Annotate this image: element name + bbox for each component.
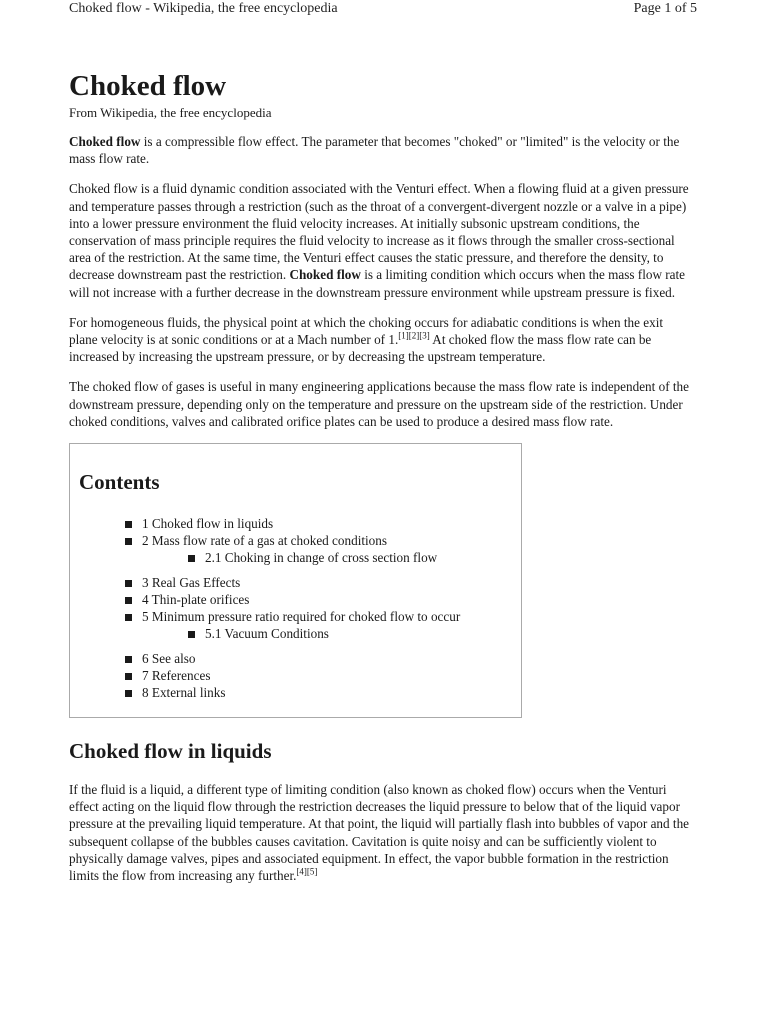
bold-term: Choked flow [289,267,361,283]
toc-link[interactable]: 4 Thin-plate orifices [142,592,250,608]
toc-item[interactable] [125,591,460,608]
gases-paragraph: The choked flow of gases is useful in many engineering applications because the mass flow rate is independent of the downstream pressure, depending only on the temperature and pressure on the upstream side of the restriction. Under choked conditions, valves and calibrated orifice plates can be used to produce a desired mass flow rate. [69,379,689,429]
bullet-icon [125,614,132,621]
intro-paragraph [69,133,694,167]
toc-link[interactable]: 8 External links [142,685,226,701]
paragraph-text: is a compressible flow effect. The parameter that becomes "choked" or "limited" is the velocity or the mass flow rate. [69,134,680,167]
toc-item[interactable] [125,608,460,625]
toc-subitem[interactable] [188,625,460,642]
toc-item[interactable] [125,574,460,591]
reference-link[interactable]: [4][5] [296,866,318,877]
bullet-icon [125,673,132,680]
bullet-icon [188,555,195,562]
toc-link[interactable]: 3 Real Gas Effects [142,575,241,591]
article-content [69,68,694,897]
toc-item[interactable] [125,532,460,549]
paragraph-text: is a limiting condition which occurs when the mass flow rate will not increase with a further decrease in the downstream pressure environment while upstream pressure is fixed. [69,267,686,300]
toc-link[interactable]: 5 Minimum pressure ratio required for choked flow to occur [142,609,461,625]
bullet-icon [125,656,132,663]
section-heading: Choked flow in liquids [69,739,272,764]
print-page-number: Page 1 of 5 [633,1,697,16]
toc-link[interactable]: 2.1 Choking in change of cross section flow [205,550,438,566]
table-of-contents [69,443,522,718]
toc-subitem[interactable] [188,549,460,566]
paragraph-text: For homogeneous fluids, the physical point at which the choking occurs for adiabatic conditions is when the exit plane velocity is at sonic conditions or at a Mach number of 1. [69,314,664,348]
venturi-paragraph [69,180,694,300]
bullet-icon [125,521,132,528]
toc-link[interactable]: 2 Mass flow rate of a gas at choked conditions [142,533,388,549]
bullet-icon [125,538,132,545]
bullet-icon [188,631,195,638]
bold-term: Choked flow [69,134,141,149]
toc-link[interactable]: 1 Choked flow in liquids [142,516,274,532]
toc-link[interactable]: 5.1 Vacuum Conditions [205,626,329,642]
page-subtitle: From Wikipedia, the free encyclopedia [69,105,272,120]
toc-item[interactable] [125,667,460,684]
toc-item[interactable] [125,650,460,667]
paragraph-text: Choked flow is a fluid dynamic condition associated with the Venturi effect. When a flowing fluid at a given pressure and temperature passes through a restriction (such as the throat of a convergent-divergent nozzle or a valve in a pipe) into a lower pressure environment the fluid velocity increases. At initially subsonic upstream conditions, the conservation of mass principle requires the fluid velocity to increase as it flows through the smaller cross-sectional area of the restriction. At the same time, the Venturi effect causes the static pressure, and therefore the density, to decrease downstream past the restriction. [69,181,689,283]
toc-link[interactable]: 7 References [142,668,211,684]
liquids-paragraph [69,781,694,884]
reference-link[interactable]: [1][2][3] [398,330,430,341]
toc-item[interactable] [125,684,460,701]
bullet-icon [125,690,132,697]
toc-link[interactable]: 6 See also [142,651,196,667]
homogeneous-paragraph [69,314,694,366]
toc-list [125,515,460,701]
paragraph-text: If the fluid is a liquid, a different type of limiting condition (also known as choked flow) occurs when the Venturi effect acting on the liquid flow through the restriction decreases the liquid pressure to below that of the liquid vapor pressure at the prevailing liquid temperature. At that point, the liquid will partially flash into bubbles of vapor and the subsequent collapse of the bubbles causes cavitation. Cavitation is quite noisy and can be sufficiently violent to physically damage valves, pipes and associated equipment. In effect, the vapor bubble formation in the restriction limits the flow from increasing any further. [69,782,690,884]
bullet-icon [125,580,132,587]
bullet-icon [125,597,132,604]
page-title: Choked flow [69,70,227,102]
print-header-title: Choked flow - Wikipedia, the free encyclopedia [69,1,338,16]
paragraph-text: At choked flow the mass flow rate can be increased by increasing the upstream pressure, or by decreasing the upstream temperature. [69,332,652,365]
toc-title: Contents [79,470,160,495]
toc-item[interactable] [125,515,460,532]
